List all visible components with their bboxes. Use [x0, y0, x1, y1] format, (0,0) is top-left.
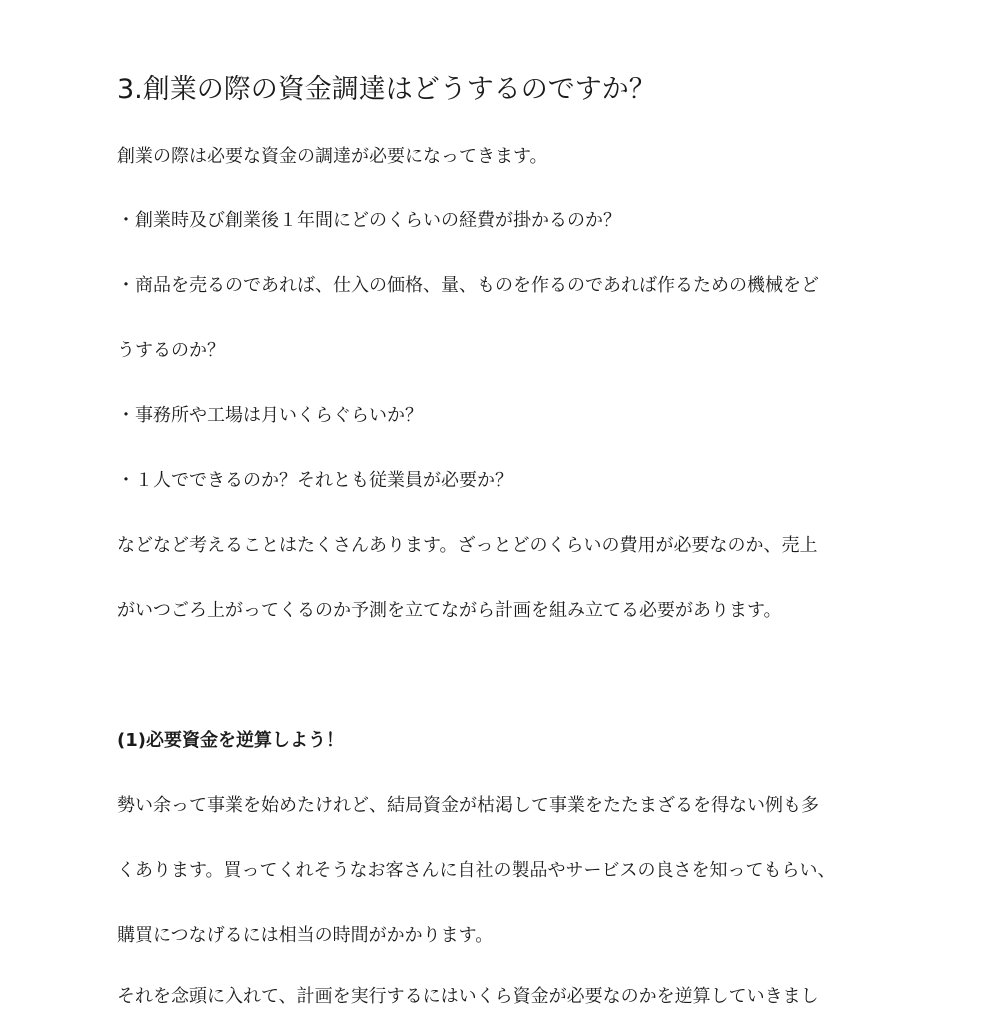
- intro-line-7: などなど考えることはたくさんあります。ざっとどのくらいの費用が必要なのか、売上: [117, 535, 818, 556]
- intro-line-8: がいつごろ上がってくるのか予測を立てながら計画を組み立てる必要があります。: [117, 600, 782, 621]
- section-1-line-3: 購買につなげるには相当の時間がかかります。: [117, 925, 494, 946]
- section-1-line-4: それを念頭に入れて、計画を実行するにはいくら資金が必要なのかを逆算していきまし: [117, 986, 819, 1007]
- intro-line-1: 創業の際は必要な資金の調達が必要になってきます。: [117, 146, 548, 167]
- section-1-line-2: くあります。買ってくれそうなお客さんに自社の製品やサービスの良さを知ってもらい、: [117, 860, 836, 881]
- intro-line-6: ・１人でできるのか？それとも従業員が必要か？: [117, 470, 513, 491]
- section-1-heading: (1)必要資金を逆算しよう！: [117, 730, 344, 751]
- document-title: 3.創業の際の資金調達はどうするのですか？: [117, 74, 656, 105]
- intro-line-5: ・事務所や工場は月いくらぐらいか？: [117, 405, 423, 426]
- intro-line-2: ・創業時及び創業後１年間にどのくらいの経費が掛かるのか？: [117, 210, 621, 231]
- section-1-line-1: 勢い余って事業を始めたけれど、結局資金が枯渇して事業をたたまざるを得ない例も多: [117, 795, 819, 816]
- intro-line-4: うするのか？: [117, 340, 225, 361]
- intro-line-3: ・商品を売るのであれば、仕入の価格、量、ものを作るのであれば作るための機械をど: [117, 275, 819, 296]
